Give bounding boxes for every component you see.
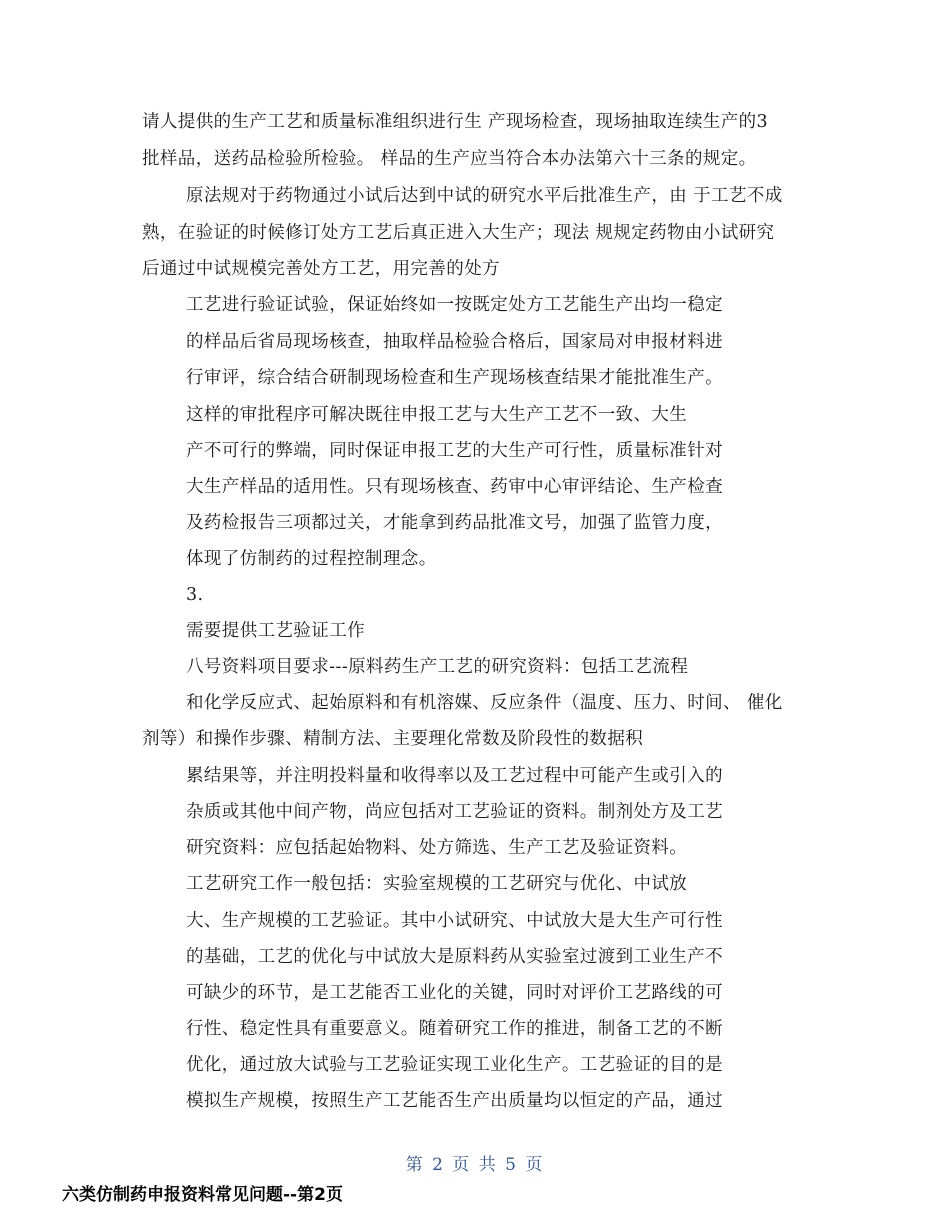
text-line-23: 大、生产规模的工艺验证。其中小试研究、中试放大是大生产可行性 — [186, 911, 723, 931]
text-line-17: 和化学反应式、起始原料和有机溶媒、反应条件（温度、压力、时间、 催化 — [186, 693, 783, 713]
text-line-1: 请人提供的生产工艺和质量标准组织进行生 产现场检查，现场抽取连续生产的3 — [142, 112, 769, 132]
text-line-11: 大生产样品的适用性。只有现场核查、药审中心审评结论、生产检查 — [186, 477, 723, 497]
text-line-5: 后通过中试规模完善处方工艺，用完善的处方 — [142, 259, 500, 279]
text-line-9: 这样的审批程序可解决既往申报工艺与大生产工艺不一致、大生 — [186, 405, 688, 425]
text-line-20: 杂质或其他中间产物，尚应包括对工艺验证的资料。制剂处方及工艺 — [186, 802, 723, 822]
text-line-7: 的样品后省局现场核查，抽取样品检验合格后，国家局对申报材料进 — [186, 332, 723, 352]
text-line-6: 工艺进行验证试验，保证始终如一按既定处方工艺能生产出均一稳定 — [186, 295, 723, 315]
text-line-8: 行审评，综合结合研制现场检查和生产现场核查结果才能批准生产。 — [186, 368, 723, 388]
text-line-25: 可缺少的环节，是工艺能否工业化的关键，同时对评价工艺路线的可 — [186, 983, 723, 1003]
text-line-4: 熟，在验证的时候修订处方工艺后真正进入大生产；现法 规规定药物由小试研究 — [142, 223, 775, 243]
text-line-3: 原法规对于药物通过小试后达到中试的研究水平后批准生产，由 于工艺不成 — [186, 186, 783, 206]
text-line-22: 工艺研究工作一般包括：实验室规模的工艺研究与优化、中试放 — [186, 874, 688, 894]
document-title: 六类仿制药申报资料常见问题--第2页 — [62, 1185, 343, 1205]
text-line-24: 的基础，工艺的优化与中试放大是原料药从实验室过渡到工业生产不 — [186, 947, 723, 967]
text-line-27: 优化，通过放大试验与工艺验证实现工业化生产。工艺验证的目的是 — [186, 1055, 723, 1075]
text-line-2: 批样品，送药品检验所检验。 样品的生产应当符合本办法第六十三条的规定。 — [142, 149, 757, 169]
text-line-21: 研究资料：应包括起始物料、处方筛选、生产工艺及验证资料。 — [186, 838, 688, 858]
text-line-16: 八号资料项目要求---原料药生产工艺的研究资料：包括工艺流程 — [186, 657, 689, 677]
text-line-12: 及药检报告三项都过关，才能拿到药品批准文号，加强了监管力度， — [186, 513, 723, 533]
section-heading: 需要提供工艺验证工作 — [186, 621, 365, 641]
text-line-13: 体现了仿制药的过程控制理念。 — [186, 549, 437, 569]
text-line-10: 产不可行的弊端，同时保证申报工艺的大生产可行性，质量标准针对 — [186, 441, 723, 461]
page-number-footer: 第 2 页 共 5 页 — [405, 1155, 545, 1175]
section-number: 3. — [186, 585, 204, 605]
text-line-26: 行性、稳定性具有重要意义。随着研究工作的推进，制备工艺的不断 — [186, 1019, 723, 1039]
text-line-18: 剂等）和操作步骤、精制方法、主要理化常数及阶段性的数据积 — [142, 729, 644, 749]
text-line-28: 模拟生产规模，按照生产工艺能否生产出质量均以恒定的产品，通过 — [186, 1091, 723, 1111]
text-line-19: 累结果等，并注明投料量和收得率以及工艺过程中可能产生或引入的 — [186, 766, 723, 786]
